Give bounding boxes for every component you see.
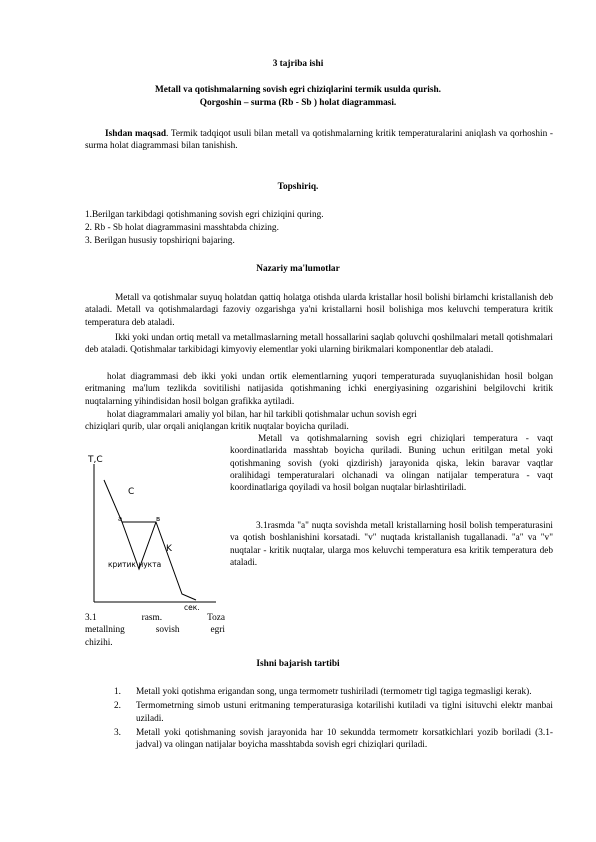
theory-paragraph-4-line-2: chiziqlari qurib, ular orqali aniqlangan kritik nuqtalar boyicha quriladi. [85,422,349,432]
procedure-item-1: 1. Metall yoki qotishma erigandan song, unga termometr tushiriladi (termometr tigl tagiga tegmasligi kerak). [114,687,532,697]
caption-line2-c: egri [210,625,225,636]
theory-paragraph-1: Metall va qotishmalar suyuq holatdan qattiq holatga otishda ularda kristallar hosil bolishi birlamchi kristallanish deb ataladi. Metall va qotishmalardagi fazoviy ozgarishga ya'ni kristallarni hosil bolishiga mos keluvchi temperatura kritik temperatura deb ataladi. [85,293,553,328]
task-item-1: 1.Berilgan tarkibdagi qotishmaning sovish egri chiziqini quring. [85,210,324,220]
label-a: a [118,515,123,523]
procedure-item-3: 3. Metall yoki qotishmaning sovish jarayonida har 10 sekundda termometr korsatkichlari yozib boriladi (3.1-jadval) va olingan natijalar boyicha masshtabda sovish egri chiziqlari quriladi. [114,727,553,751]
theory-paragraph-6: 3.1rasmda "a" nuqta sovishda metall kristallarning hosil bolish temperaturasini va qotish boshlanishini korsatadi. "v" nuqtada kristallanish tugallanadi. "a" va "v" nuqtalar - kritik nuqtalar, ularga mos keluvchi temperatura esa kritik temperatura deb ataladi. [230,521,553,568]
caption-line2-a: metallning [85,625,125,636]
task-item-2: 2. Rb - Sb holat diagrammasini masshtabda chizing. [85,223,279,233]
caption-line-3: chizihi. [85,637,113,648]
theory-paragraph-5: Metall va qotishmalarning sovish egri chiziqlari temperatura - vaqt koordinatlarida masshtab boyicha quriladi. Buning uchun eritilgan metal yoki qotishmaning sovish (yoki qizdirish) jarayonida qiska, lekin baravar vaqtlar oralihidagi temperaturalari olchanadi va olingan natijalar temperatura - vaqt koordinatlariga qoyiladi va hosil bolgan nuqtalar birlashtiriladi. [230,434,553,494]
figure-caption [85,612,225,649]
label-k: K [166,544,172,554]
label-b: в [156,515,161,523]
label-c: C [128,487,135,497]
theory-paragraph-4-line-1: holat diagrammalari amaliy yol bilan, har hil tarkibli qotishmalar uchun sovish egri [107,410,417,420]
theory-heading: Nazariy ma'lumotlar [256,264,340,274]
aim-paragraph [85,128,553,153]
aim-label: Ishdan maqsad [105,129,167,139]
theory-paragraph-3: holat diagrammasi deb ikki yoki undan ortik elementlarning yuqori temperaturada suyuqlanishidan hosil bolgan eritmaning ma'lum tezlikda sovitilishi natijasida qotishmaning ichki energiyasining ozgarishini belgilovchi kritik nuqtalarning yihindisidan hosil bolgan grafikka aytiladi. [85,372,553,407]
procedure-item-2: 2. Termometrning simob ustuni eritmaning temperaturasiga kotarilishi kutiladi va tiglni isituvchi elektr manbai uziladi. [114,701,553,724]
subtitle-line-2: Qorgoshin – surma (Rb - Sb ) holat diagrammasi. [199,98,397,108]
procedure-heading: Ishni bajarish tartibi [256,659,340,669]
page-title: 3 tajriba ishi [272,59,324,69]
subtitle-line-1: Metall va qotishmalarning sovish egri chiziqlarini termik usulda qurish. [155,85,441,95]
y-axis-label: T,C [88,455,103,465]
caption-line2-b: sovish [155,625,180,636]
aim-text: . Termik tadqiqot usuli bilan metall va qotishmalarning kritik temperaturalarini aniqlash va qorhoshin - surma holat diagrammasi bilan tanishish. [85,129,553,152]
task-item-3: 3. Berilgan hususiy topshiriqni bajaring. [85,236,235,246]
x-axis-label: сек. [184,603,200,612]
critical-point-annotation: критик нукта [108,560,162,569]
caption-word: rasm. [141,613,163,623]
task-heading: Topshiriq. [277,182,319,192]
procedure-list [114,686,553,751]
caption-number: 3.1 [85,613,97,623]
caption-word-2: Toza [207,613,225,623]
theory-paragraph-2: Ikki yoki undan ortiq metall va metallmaslarning metall hossallarini saqlab qoluvchi qoshilmalari metall qotishmalari deb ataladi. Qotishmalar tarkibidagi kimyoviy elementlar yoki ularning birikmalari komponentlar deb ataladi. [85,333,553,356]
cooling-curve-figure [84,444,224,612]
